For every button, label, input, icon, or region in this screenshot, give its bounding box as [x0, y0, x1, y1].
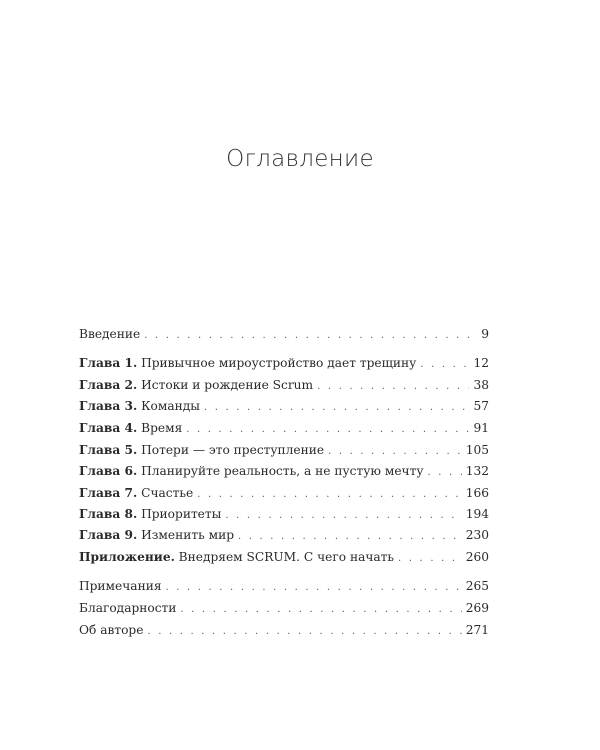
toc-entry-page: 12 [473, 356, 489, 370]
toc-entry-introduction[interactable] [79, 324, 489, 344]
toc-entry-prefix: Глава 4. [79, 421, 138, 435]
toc-entry-title: Истоки и рождение Scrum [137, 378, 314, 392]
dot-leader [225, 506, 461, 526]
toc-entry-page: 132 [465, 464, 489, 478]
toc-entry-page: 91 [473, 421, 489, 435]
toc-entry-title: Команды [137, 399, 200, 413]
toc-entry-prefix: Глава 1. [79, 356, 138, 370]
toc-entry-chapter-2[interactable] [79, 375, 489, 395]
dot-leader [204, 398, 470, 418]
toc-entry-page: 57 [473, 399, 489, 413]
toc-entry-page: 269 [465, 601, 489, 615]
dot-leader [197, 485, 462, 505]
toc-entry-prefix: Глава 3. [79, 399, 138, 413]
toc-entry-title: Планируйте реальность, а не пустую мечту [137, 464, 424, 478]
toc-entry-acknowledgements[interactable] [79, 598, 489, 618]
toc-entry-prefix: Глава 7. [79, 486, 138, 500]
toc-entry-page: 38 [473, 378, 489, 392]
toc-entry-title: Об авторе [79, 623, 144, 637]
toc-entry-chapter-7[interactable] [79, 483, 489, 503]
toc-entry-title: Счастье [137, 486, 194, 500]
toc-entry-title: Примечания [79, 579, 162, 593]
toc-entry-chapter-1[interactable] [79, 353, 489, 373]
toc-entry-prefix: Глава 5. [79, 443, 138, 457]
toc-entry-title: Изменить мир [137, 528, 234, 542]
dot-leader [398, 549, 462, 569]
toc-entry-about-author[interactable] [79, 620, 489, 640]
dot-leader [186, 420, 469, 440]
toc-entry-title: Внедряем SCRUM. С чего начать [174, 550, 395, 564]
toc-entry-appendix[interactable] [79, 547, 489, 567]
toc-entry-prefix: Глава 6. [79, 464, 138, 478]
toc-entry-title: Приоритеты [137, 507, 222, 521]
toc-entry-page: 265 [465, 579, 489, 593]
toc-entry-chapter-5[interactable] [79, 440, 489, 460]
page-title: Оглавление [226, 146, 374, 172]
dot-leader [328, 442, 462, 462]
dot-leader [180, 600, 461, 620]
toc-entry-title: Привычное мироустройство дает трещину [137, 356, 417, 370]
toc-entry-title: Введение [79, 327, 141, 341]
toc-entry-title: Благодарности [79, 601, 177, 615]
dot-leader [428, 463, 462, 483]
toc-entry-prefix: Приложение. [79, 550, 175, 564]
toc-entry-chapter-9[interactable] [79, 525, 489, 545]
toc-entry-title: Потери — это преступление [137, 443, 325, 457]
toc-entry-page: 260 [465, 550, 489, 564]
toc-entry-chapter-8[interactable] [79, 504, 489, 524]
dot-leader [420, 355, 469, 375]
toc-entry-page: 230 [465, 528, 489, 542]
dot-leader [147, 622, 461, 642]
toc-entry-prefix: Глава 9. [79, 528, 138, 542]
toc-entry-page: 194 [465, 507, 489, 521]
dot-leader [238, 527, 462, 547]
toc-entry-page: 9 [481, 327, 489, 341]
toc-entry-chapter-3[interactable] [79, 396, 489, 416]
toc-entry-page: 166 [465, 486, 489, 500]
toc-entry-title: Время [137, 421, 183, 435]
toc-entry-notes[interactable] [79, 576, 489, 596]
toc-entry-page: 105 [465, 443, 489, 457]
toc-entry-prefix: Глава 8. [79, 507, 138, 521]
toc-entry-chapter-6[interactable] [79, 461, 489, 481]
toc-entry-prefix: Глава 2. [79, 378, 138, 392]
toc-entry-chapter-4[interactable] [79, 418, 489, 438]
dot-leader [166, 578, 462, 598]
dot-leader [144, 326, 471, 346]
dot-leader [317, 377, 469, 397]
toc-entry-page: 271 [465, 623, 489, 637]
